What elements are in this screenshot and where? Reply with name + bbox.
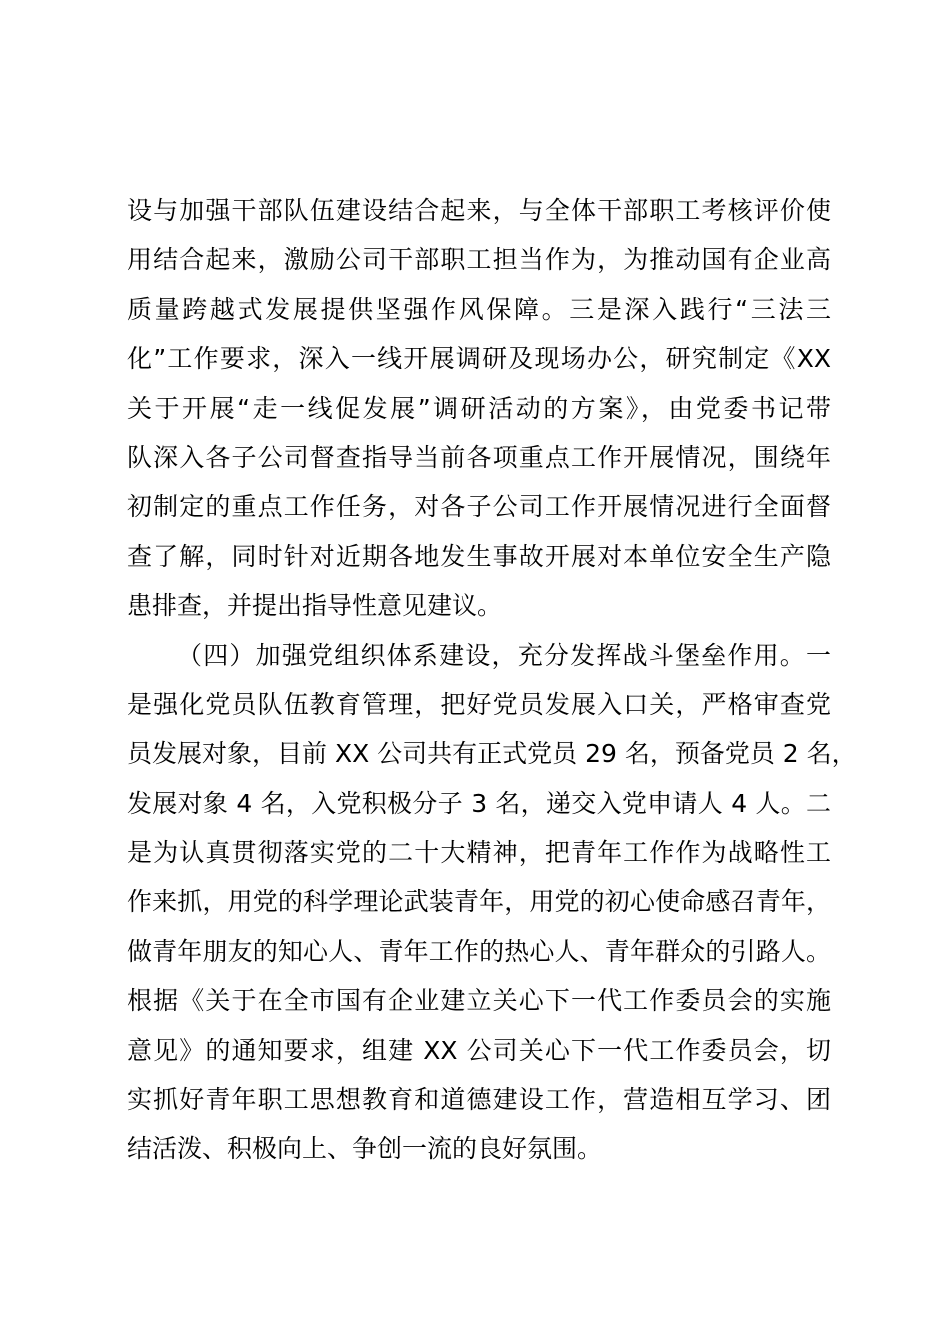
text-line: 发展对象 4 名，入党积极分子 3 名，递交入党申请人 4 人。二 <box>127 788 831 818</box>
text-line: 初制定的重点工作任务，对各子公司工作开展情况进行全面督 <box>127 492 831 522</box>
text-line: 化”工作要求，深入一线开展调研及现场办公，研究制定《XX <box>127 344 831 374</box>
text-line: 根据《关于在全市国有企业建立关心下一代工作委员会的实施 <box>127 986 831 1016</box>
document-body <box>127 186 857 1174</box>
text-line: 员发展对象，目前 XX 公司共有正式党员 29 名，预备党员 2 名， <box>127 739 857 769</box>
text-line: 质量跨越式发展提供坚强作风保障。三是深入践行“三法三 <box>127 294 831 324</box>
text-line: 用结合起来，激励公司干部职工担当作为，为推动国有企业高 <box>127 245 831 275</box>
text-line: 实抓好青年职工思想教育和道德建设工作，营造相互学习、团 <box>127 1085 831 1115</box>
text-line: 做青年朋友的知心人、青年工作的热心人、青年群众的引路人。 <box>127 936 831 966</box>
text-line: 结活泼、积极向上、争创一流的良好氛围。 <box>127 1134 603 1164</box>
text-line: 设与加强干部队伍建设结合起来，与全体干部职工考核评价使 <box>127 196 831 225</box>
text-line: 关于开展“走一线促发展”调研活动的方案》，由党委书记带 <box>127 393 831 423</box>
section-heading-line: （四）加强党组织体系建设，充分发挥战斗堡垒作用。一 <box>177 640 831 670</box>
text-line: 查了解，同时针对近期各地发生事故开展对本单位安全生产隐 <box>127 541 831 571</box>
text-line: 作来抓，用党的科学理论武装青年，用党的初心使命感召青年， <box>127 887 831 917</box>
text-line: 患排查，并提出指导性意见建议。 <box>127 591 503 621</box>
text-line: 是为认真贯彻落实党的二十大精神，把青年工作作为战略性工 <box>127 838 831 868</box>
text-line: 意见》的通知要求，组建 XX 公司关心下一代工作委员会，切 <box>127 1035 831 1065</box>
text-line: 队深入各子公司督查指导当前各项重点工作开展情况，围绕年 <box>127 442 831 472</box>
text-line: 是强化党员队伍教育管理，把好党员发展入口关，严格审查党 <box>127 689 831 719</box>
